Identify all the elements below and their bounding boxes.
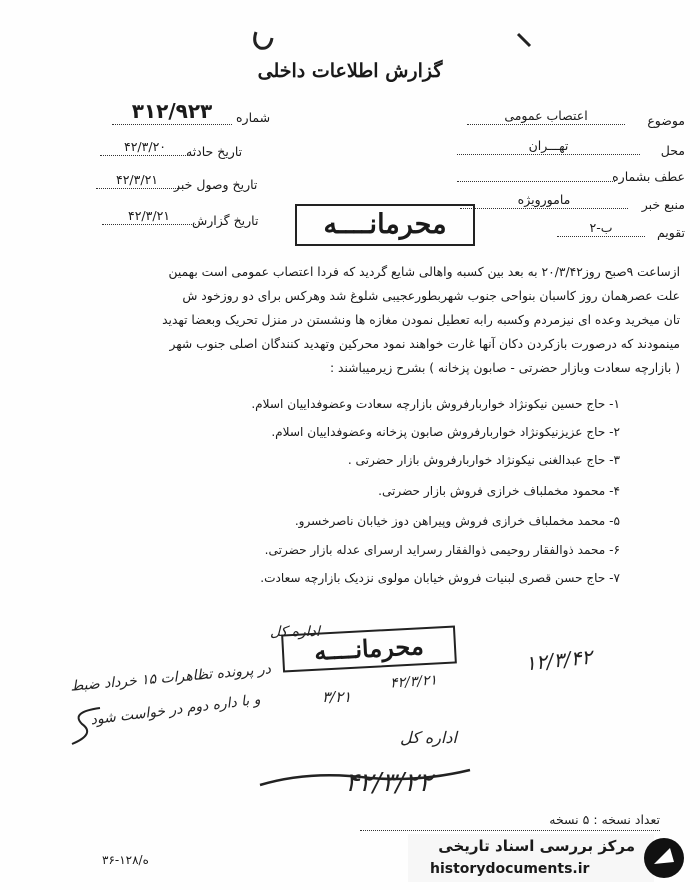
confidential-stamp: محرمانــــه <box>295 204 475 246</box>
corner-mark-icon <box>250 28 280 56</box>
handwritten-number: ۳/۲۱ <box>322 688 352 706</box>
list-item: ۳- حاج عبدالغنی نیکونژاد خواربارفروش بازار حضرتی . <box>347 453 620 467</box>
list-item: ۵- محمد مخملباف خرازی فروش وپیراهن دوز خیابان ناصرخسرو. <box>294 514 620 528</box>
place-label: محل <box>660 143 685 158</box>
incident-date-label: تاریخ حادثه <box>186 144 243 159</box>
handwritten-margin-date: ۱۲/۳/۴۲ <box>523 644 594 676</box>
corner-mark-icon <box>510 28 540 52</box>
source-value: مامورویژه <box>460 192 628 209</box>
body-line: ( بازارچه سعادت وبازار حضرتی - صابون پزخانه ) بشرح زیرمیباشند : <box>329 361 680 375</box>
list-item: ۶- محمد ذوالفقار روحیمی ذوالفقار رسراید ارسرای عدله بازار حضرتی. <box>264 543 620 557</box>
body-line: علت عصرهمان روز کاسبان بنواحی جنوب شهربطورعجیبی شلوغ شد وهرکس برای دو روزخود ش <box>182 289 680 303</box>
list-item: ۷- حاج حسن قصری لبنیات فروش خیابان مولوی نزدیک بازارچه سعادت. <box>260 571 620 585</box>
received-date-label: تاریخ وصول خبر <box>174 177 258 192</box>
confidential-stamp-bottom: محرمانــــه <box>281 625 457 672</box>
report-date-label: تاریخ گزارش <box>192 213 259 228</box>
place-value: تهـــران <box>457 138 640 155</box>
handwritten-note: در پرونده تظاهرات ۱۵ خرداد ضبط <box>69 661 272 695</box>
subject-label: موضوع <box>647 113 685 128</box>
handwritten-initials: اداره کل <box>400 728 457 747</box>
number-label: شماره <box>236 110 271 125</box>
ref-value <box>457 166 615 182</box>
received-date-value: ۴۲/۳/۲۱ <box>96 172 178 189</box>
handwritten-scribble-icon <box>60 700 110 750</box>
handwritten-note: و با داره دوم در خواست شود <box>89 691 262 729</box>
list-item: ۱- حاج حسین نیکونژاد خواربارفروش بازارچه سعادت وعضوفداییان اسلام. <box>251 397 620 411</box>
copies-count: تعداد نسخه : ۵ نسخه <box>549 812 660 827</box>
watermark-logo-icon <box>640 834 688 882</box>
body-line: مینمودند که درصورت بازکردن دکان آنها غارت خواهند نمود محرکین وتهدید کنندگان اصلی جنوب شهر <box>169 337 680 351</box>
document-code: ۳۶-۱۲۸/ه <box>102 853 149 867</box>
eval-label: تقویم <box>656 225 685 240</box>
handwritten-date: ۴۲/۳/۲۱ <box>389 672 438 692</box>
report-date-value: ۴۲/۳/۲۱ <box>102 208 196 225</box>
incident-date-value: ۴۲/۳/۲۰ <box>100 139 190 156</box>
list-item: ۲- حاج عزیزنیکونژاد خواربارفروش صابون پزخانه وعضوفداییان اسلام. <box>271 425 620 439</box>
eval-value: ب-۲ <box>557 220 645 237</box>
report-title: گزارش اطلاعات داخلی <box>257 60 443 82</box>
list-item: ۴- محمود مخملباف خرازی فروش بازار حضرتی. <box>378 484 620 498</box>
handwritten-signature: اداره کل <box>270 624 320 640</box>
subject-value: اعتصاب عمومی <box>467 108 625 125</box>
body-line: تان میخرید وعده ای نیزمردم وکسبه رابه تعطیل نمودن مغازه ها ونشستن در منزل تحریک وبعضا تهدید <box>162 313 680 327</box>
copies-line <box>360 830 660 831</box>
number-value: ۳۱۲/۹۲۳ <box>112 99 232 125</box>
body-line: ازساعت ۹صبح روز۲۰/۳/۴۲ به بعد بین کسبه واهالی شایع گردید که فردا اعتصاب عمومی است بهمین <box>168 265 680 279</box>
watermark-url: historydocuments.ir <box>430 861 590 877</box>
watermark-text: مرکز بررسی اسناد تاریخی <box>438 837 635 855</box>
source-label: منبع خبر <box>641 197 685 212</box>
handwritten-bottom-date: ۴۲/۳/۲۲ <box>345 768 433 798</box>
ref-label: عطف بشماره <box>612 169 685 184</box>
